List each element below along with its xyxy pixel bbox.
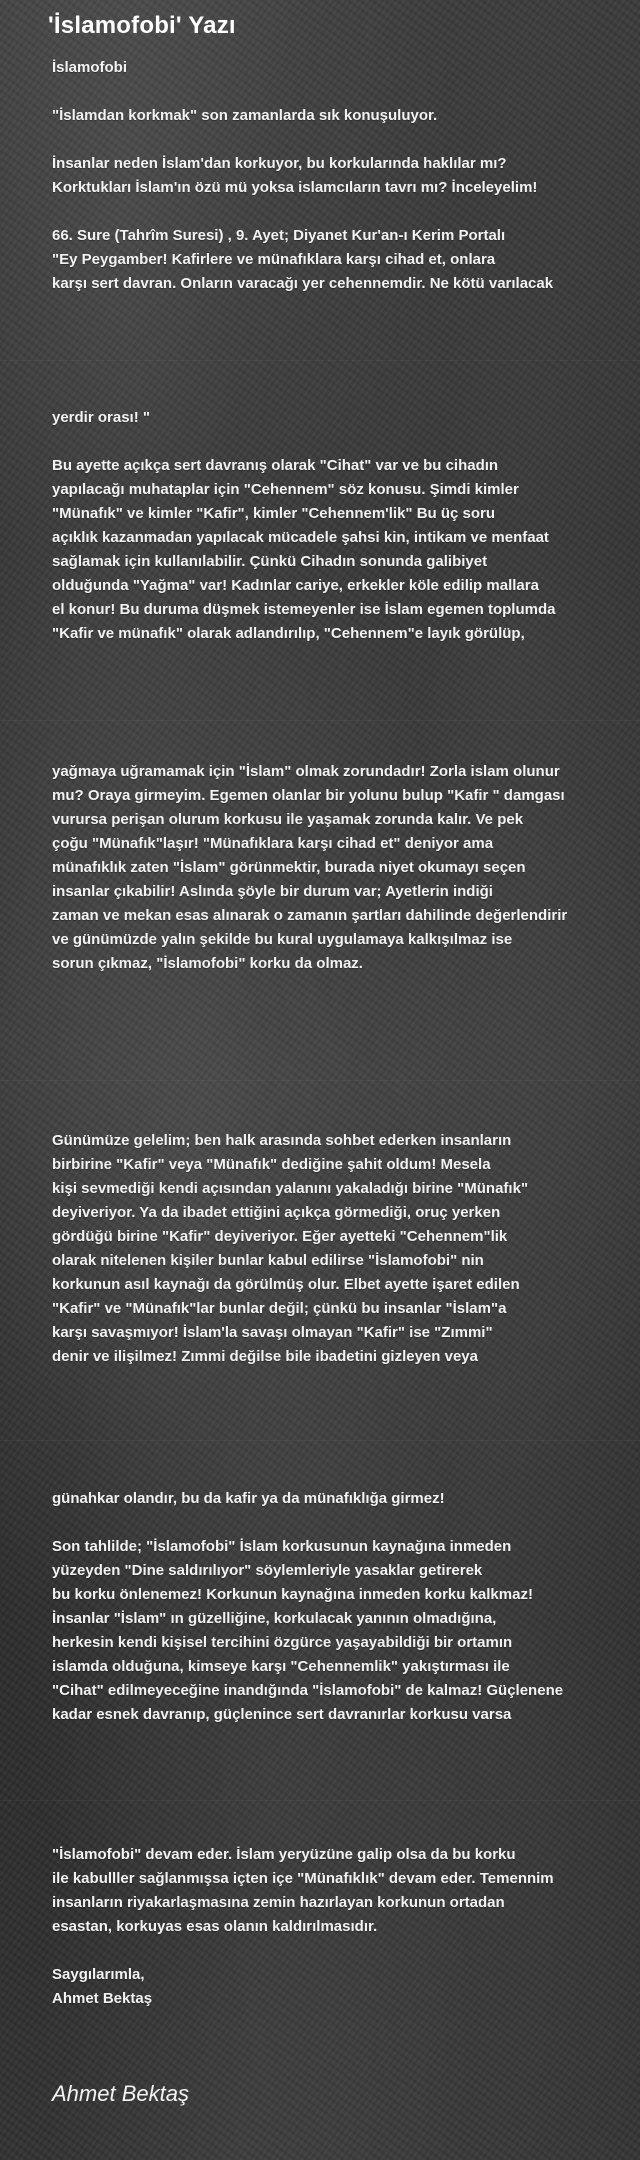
- text-block-2: yerdir orası! " Bu ayette açıkça sert davranış olarak "Cihat" var ve bu cihadın yapılacağı muhataplar için "Cehennem" söz konusu. Şimdi kimler "Münafık" ve kimler "Kafir", kimler "Cehennem'lik" Bu üç soru açıklık kazanmadan yapılacak mücadele şahsi kin, intikam ve menfaat sağlamak için kullanılabilir. Çünkü Cihadın sonunda galibiyet olduğunda "Yağma" var! Kadınlar cariye, erkekler köle edilip mallara el konur! Bu duruma düşmek istemeyenler ise İslam egemen toplumda "Kafir ve münafık" olarak adlandırılıp, "Cehennem"e layık görülüp,: [52, 409, 556, 642]
- page-title: 'İslamofobi' Yazı: [48, 12, 236, 39]
- text-block-5: günahkar olandır, bu da kafir ya da münafıklığa girmez! Son tahlilde; "İslamofobi" İslam korkusunun kaynağına inmeden yüzeyden "Dine saldırılıyor" söylemleriyle yasaklar getirerek bu korku önlenemez! Korkunun kaynağına inmeden korku kalkmaz! İnsanlar "İslam" ın güzelliğine, korkulacak yanının olmadığına, herkesin kendi kişisel tercihini özgürce yaşayabildiği bir ortamın islamda olduğuna, kimseye karşı "Cehennemlik" yakıştırması ile "Cihat" edilmeyeceğine inandığında "İslamofobi" de kalmaz! Güçlenene kadar esnek davranıp, güçlenince sert davranırlar korkusu varsa: [52, 1490, 564, 1723]
- text-block-1: İslamofobi "İslamdan korkmak" son zamanlarda sık konuşuluyor. İnsanlar neden İslam'dan korkuyor, bu korkularında haklılar mı? Korktukları İslam'ın özü mü yoksa islamcıların tavrı mı? İnceleyelim! 66. Sure (Tahrîm Suresi) , 9. Ayet; Diyanet Kur'an-ı Kerim Portalı "Ey Peygamber! Kafirlere ve münafıklara karşı cihad et, onlara karşı sert davran. Onların varacağı yer cehennemdir. Ne kötü varılacak: [52, 59, 554, 292]
- section-divider: [0, 1080, 640, 1081]
- text-block-3: yağmaya uğramamak için "İslam" olmak zorundadır! Zorla islam olunur mu? Oraya girmeyim. Egemen olanlar bir yolunu bulup "Kafir " damgası vurursa perişan olurum korkusu ile yaşamak zorunda kalır. Ve pek çoğu "Münafık"laşır! "Münafıklara karşı cihad et" deniyor ama münafıklık zaten "İslam" görünmektir, burada niyet okumayı seçen insanlar çıkabilir! Aslında şöyle bir durum var; Ayetlerin indiği zaman ve mekan esas alınarak o zamanın şartları dahilinde değerlendirir ve günümüzde yalın şekilde bu kural uygulamaya kalkışılmaz ise sorun çıkmaz, "İslamofobi" korku da olmaz.: [52, 763, 568, 972]
- text-block-6: "İslamofobi" devam eder. İslam yeryüzüne galip olsa da bu korku ile kabulller sağlanmışsa içten içe "Münafıklık" devam eder. Temennim insanların riyakarlaşmasına zemin hazırlayan korkunun ortadan esastan, korkuyas esas olanın kaldırılmasıdır. Saygılarımla, Ahmet Bektaş: [52, 1846, 554, 2007]
- section-divider: [0, 360, 640, 361]
- section-divider: [0, 720, 640, 721]
- text-block-4: Günümüze gelelim; ben halk arasında sohbet ederken insanların birbirine "Kafir" veya "Münafık" dediğine şahit oldum! Mesela kişi sevmediği kendi açısından yalanını yakaladığı birine "Münafık" deyiveriyor. Ya da ibadet ettiğini açıkça görmediği, oruç yerken gördüğü birine "Kafir" deyiveriyor. Eğer ayetteki "Cehennem"lik olarak nitelenen kişiler bunlar kabul edilirse "İslamofobi" nin korkunun asıl kaynağı da görülmüş olur. Elbet ayette işaret edilen "Kafir" ve "Münafık"lar bunlar değil; çünkü bu insanlar "İslam"a karşı savaşmıyor! İslam'la savaşı olmayan "Kafir" ise "Zımmi" denir ve ilişilmez! Zımmi değilse bile ibadetini gizleyen veya: [52, 1132, 529, 1365]
- section-divider: [0, 1800, 640, 1801]
- section-divider: [0, 1440, 640, 1441]
- author-signature: Ahmet Bektaş: [52, 2081, 189, 2106]
